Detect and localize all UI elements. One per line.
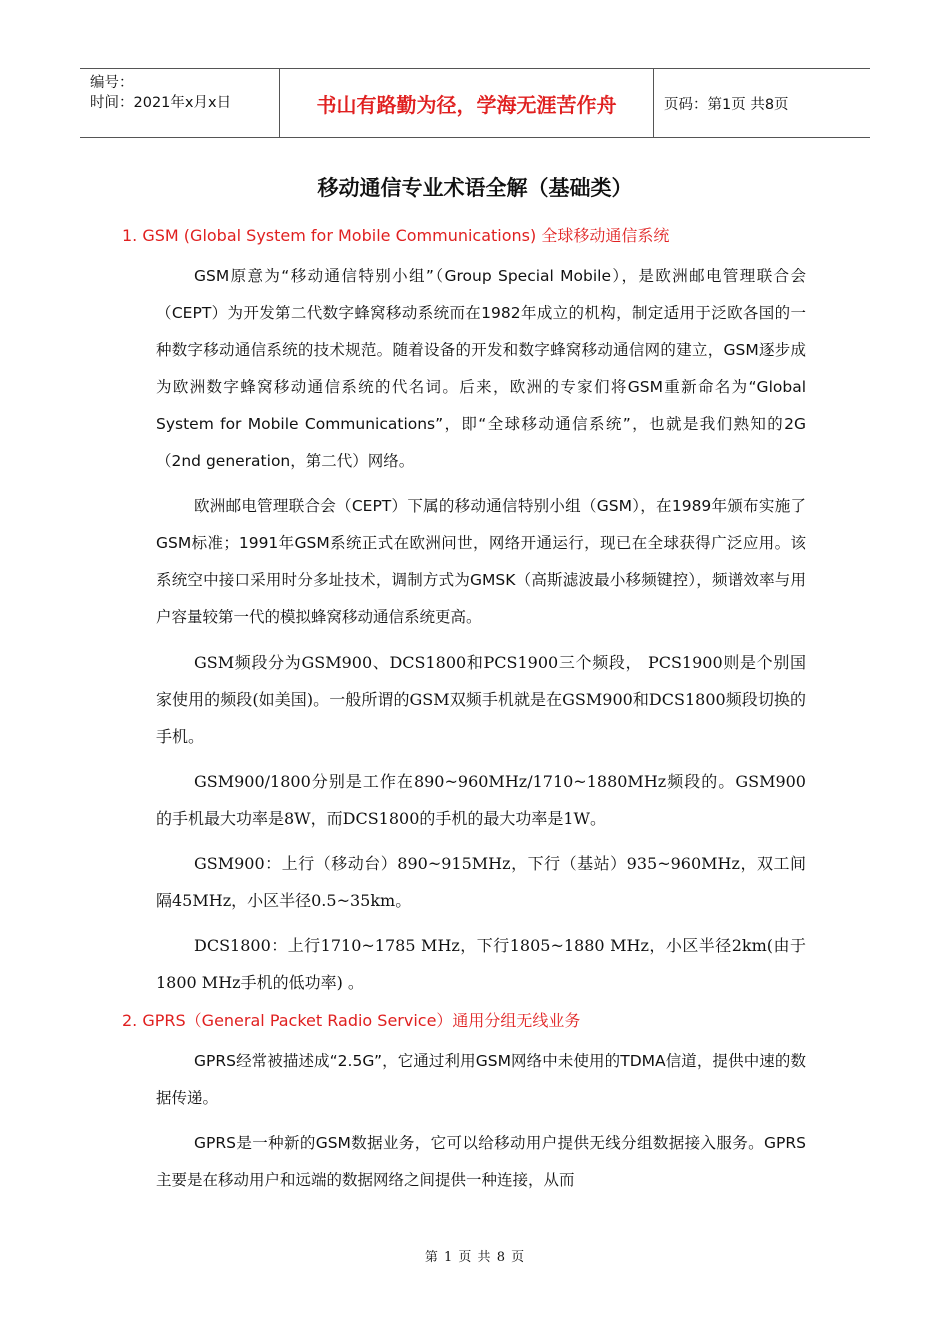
header-page-info: 页码：第1页 共8页 xyxy=(664,96,789,113)
document-title: 移动通信专业术语全解（基础类） xyxy=(317,176,633,200)
paragraph: GSM900：上行（移动台）890~915MHz，下行（基站）935~960MHz，双工间隔45MHz，小区半径0.5~35km。 xyxy=(156,854,806,910)
header-motto: 书山有路勤为径，学海无涯苦作舟 xyxy=(280,69,654,137)
paragraph: GPRS是一种新的GSM数据业务，它可以给移动用户提供无线分组数据接入服务。GPRS主要是在移动用户和远端的数据网络之间提供一种连接，从而 xyxy=(156,1134,806,1189)
page-footer: 第 1 页 共 8 页 xyxy=(424,1250,526,1265)
paragraph: 欧洲邮电管理联合会（CEPT）下属的移动通信特别小组（GSM），在1989年颁布实施了GSM标准；1991年GSM系统正式在欧洲问世，网络开通运行，现已在全球获得广泛应用。该系统空中接口采用时分多址技术，调制方式为GMSK（高斯滤波最小移频键控），频谱效率与用户容量较第一代的模拟蜂窝移动通信系统更高。 xyxy=(156,497,806,626)
paragraph: GSM900/1800分别是工作在890~960MHz/1710~1880MHz频段的。GSM900的手机最大功率是8W，而DCS1800的手机的最大功率是1W。 xyxy=(156,772,806,828)
section-heading-gsm: 1. GSM (Global System for Mobile Communications) 全球移动通信系统 xyxy=(122,226,670,245)
time-label: 时间：2021年x月x日 xyxy=(90,95,232,111)
header-meta xyxy=(80,69,280,137)
page-header xyxy=(80,68,870,138)
paragraph: GSM频段分为GSM900、DCS1800和PCS1900三个频段， PCS1900则是个别国家使用的频段(如美国)。一般所谓的GSM双频手机就是在GSM900和DCS1800频段切换的手机。 xyxy=(156,653,806,746)
paragraph: GPRS经常被描述成“2.5G”，它通过利用GSM网络中未使用的TDMA信道，提供中速的数据传递。 xyxy=(156,1052,806,1107)
section-heading-gprs: 2. GPRS（General Packet Radio Service）通用分组无线业务 xyxy=(122,1011,581,1030)
paragraph: DCS1800：上行1710~1785 MHz，下行1805~1880 MHz，小区半径2km(由于1800 MHz手机的低功率) 。 xyxy=(156,936,806,992)
number-label: 编号： xyxy=(90,75,134,91)
document-body xyxy=(0,222,950,1199)
paragraph: GSM原意为“移动通信特别小组”（Group Special Mobile），是欧洲邮电管理联合会（CEPT）为开发第二代数字蜂窝移动系统而在1982年成立的机构，制定适用于泛欧各国的一种数字移动通信系统的技术规范。随着设备的开发和数字蜂窝移动通信网的建立，GSM逐步成为欧洲数字蜂窝移动通信系统的代名词。后来，欧洲的专家们将GSM重新命名为“Global System for Mobile Communications”，即“全球移动通信系统”，也就是我们熟知的2G（2nd generation，第二代）网络。 xyxy=(156,267,806,470)
